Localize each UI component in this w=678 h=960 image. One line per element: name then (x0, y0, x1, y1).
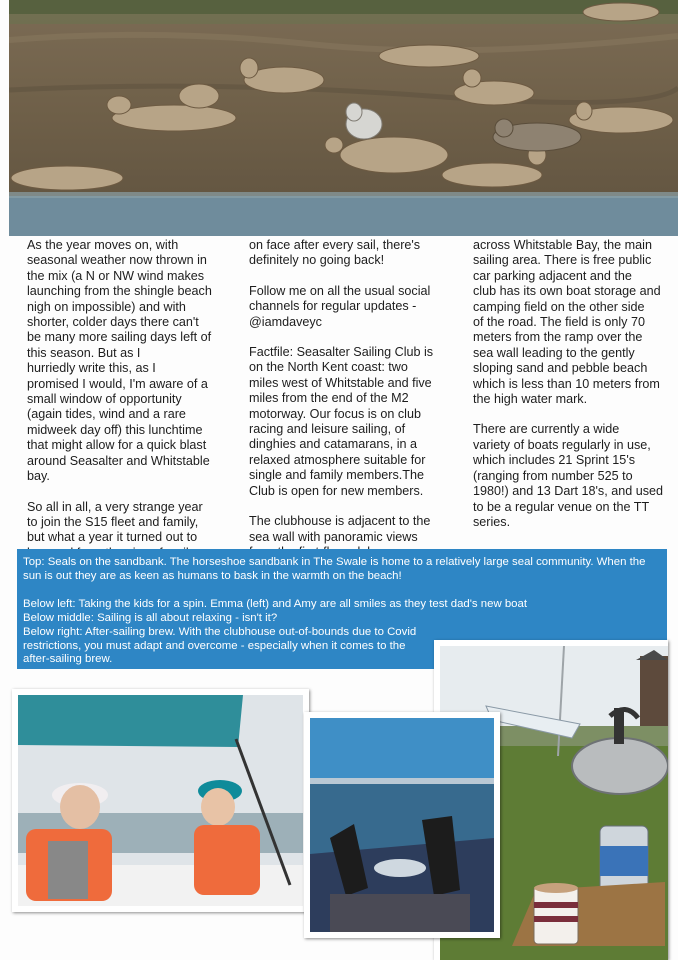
kids-photo (12, 689, 309, 912)
caption-below-middle: Below middle: Sailing is all about relaxing - isn't it? (23, 612, 278, 624)
article-column-3 (473, 238, 673, 545)
caption-below-left: Below left: Taking the kids for a spin. Emma (left) and Amy are all smiles as they test dad's new boat (23, 598, 528, 610)
paragraph-sailing-area: across Whitstable Bay, the main sailing area. There is free public car parking adjacent and the club has its own boat storage and camping field on the other side of the road. The field is only 70 meters from the ramp over the sea wall leading to the gently sloping sand and pebble beach which is less than 10 meters from the high water mark. (473, 238, 661, 407)
paragraph-boats: There are currently a wide variety of boats regularly in use, which includes 21 Sprint 15's (ranging from number 525 to 1980!) and 13 Dart 18's, and used to be a regular venue on the TT series. (473, 422, 664, 529)
article-column-1 (27, 238, 227, 576)
paragraph-clubhouse: The clubhouse is adjacent to the sea wall with panoramic views (249, 514, 431, 544)
caption-top: Top: Seals on the sandbank. The horseshoe sandbank in The Swale is home to a relatively large seal community. When the sun is out they are as keen as humans to bask in the warmth on the beach! (23, 556, 646, 582)
paragraph-strange-year: So all in all, a very strange year to join the S15 fleet and family, but what a year it turned out to (27, 499, 203, 545)
paragraph-season: As the year moves on, with seasonal weather now thrown in the mix (a N or NW wind makes launching from the shingle beach nigh on impossible) and with shorter, colder days there can't be many more sailing days left of this season. But as I hurriedly write this, as I promised I would, I'm aware of a small window of opportunity (again tides, wind and a rare midweek day off) this lunchtime that might allow for a quick blast around Seasalter and Whitstable bay. (27, 238, 212, 484)
paragraph-social: Follow me on all the usual social channels for regular updates - @iamdaveyc (249, 283, 431, 329)
seals-on-sandbank-image (9, 0, 678, 236)
article-column-2 (249, 238, 449, 575)
paragraph-no-going-back: on face after every sail, there's definitely no going back! (249, 238, 421, 268)
feet-up-on-boat-image (310, 718, 494, 932)
feet-photo (304, 712, 500, 938)
paragraph-factfile: Factfile: Seasalter Sailing Club is on the North Kent coast: two miles west of Whitstable and five miles from the end of the M2 motorway. Our focus is on club racing and leisure sailing, of dinghies and catamarans, in a relaxed atmosphere suitable for single and family members.The Club is open for new members. (249, 345, 434, 498)
caption-below-right: Below right: After-sailing brew. With the clubhouse out-of-bounds due to Covid restrictions, you must adapt and overcome - especially when it comes to the after-sailing brew. (23, 626, 417, 666)
kids-in-boat-image (18, 695, 303, 906)
seals-photo (9, 0, 678, 236)
